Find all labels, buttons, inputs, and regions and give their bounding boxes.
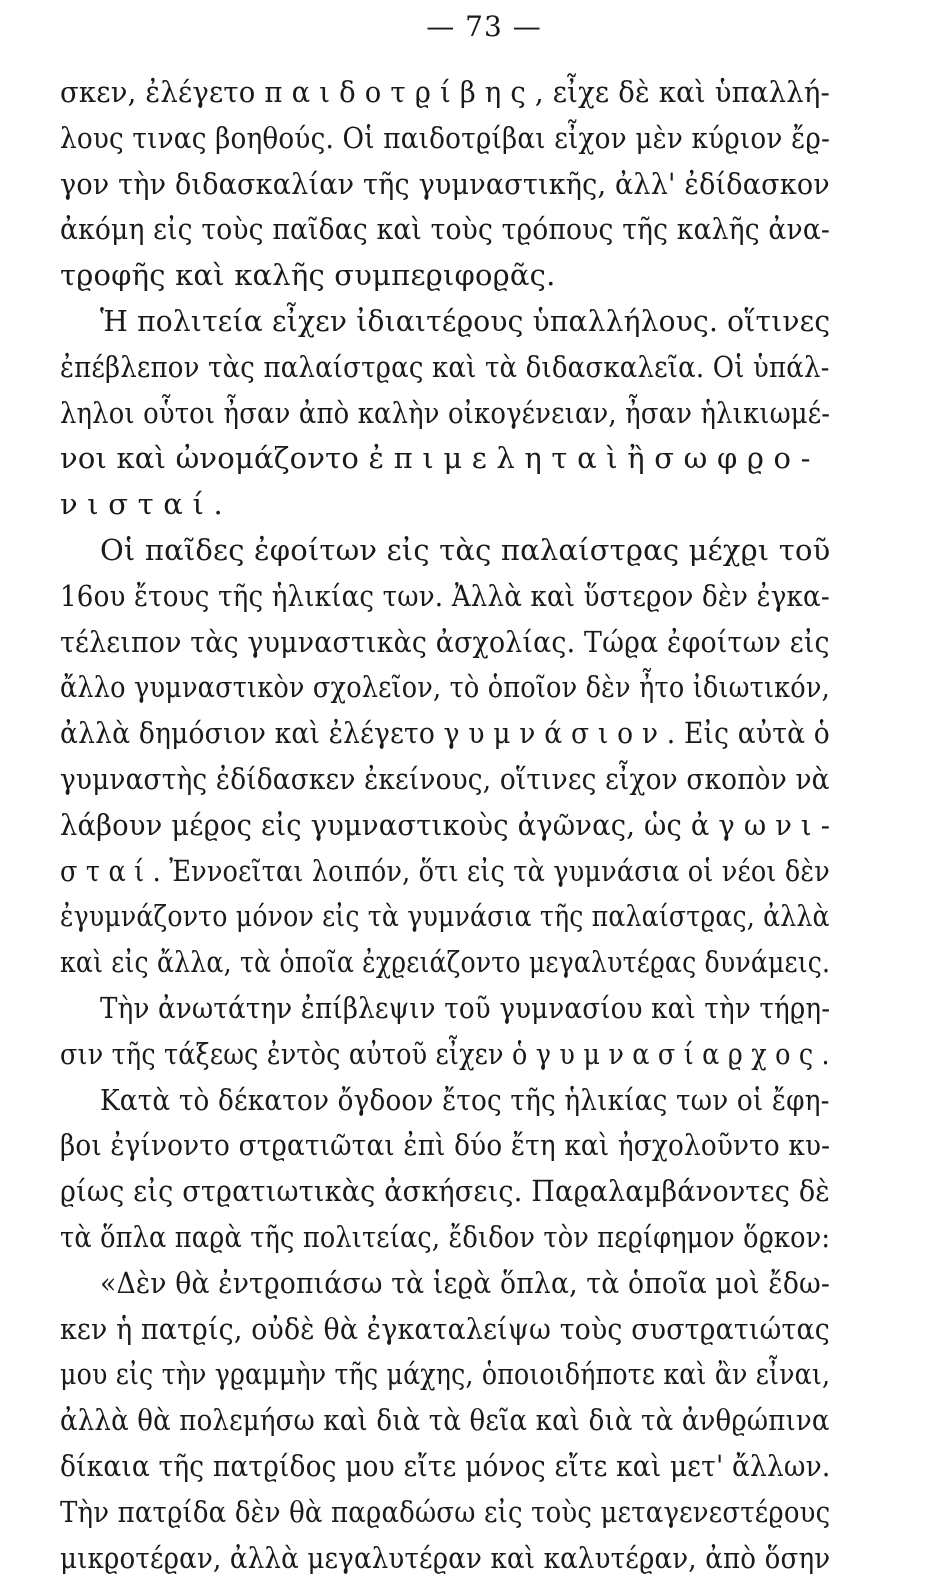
page-number: — 73 — (0, 10, 928, 43)
text-line: σ τ α ί . Ἐννοεῖται λοιπόν, ὅτι εἰς τὰ γυμνάσια οἱ νέοι δὲν (60, 849, 830, 895)
text-line: 16ου ἔτους τῆς ἡλικίας των. Ἀλλὰ καὶ ὕστεϱον δὲν ἐγκα- (60, 574, 830, 620)
text-line: δίκαια τῆς πατϱίδος μου εἴτε μόνος εἴτε καὶ μετ' ἄλλων. (60, 1444, 830, 1490)
text-line: Οἱ παῖδες ἐφοίτων εἰς τὰς παλαίστϱας μέχϱι τοῦ (60, 528, 830, 574)
text-line: Τὴν πατϱίδα δὲν θὰ παϱαδώσω εἰς τοὺς μεταγενεστέϱους (60, 1490, 830, 1536)
text-line: σιν τῆς τάξεως ἐντὸς αὐτοῦ εἶχεν ὁ γ υ μ ν α σ ί α ϱ χ ο ς . (60, 1032, 830, 1078)
text-line: μου εἰς τὴν γϱαμμὴν τῆς μάχης, ὁποιοιδήποτε καὶ ἂν εἶναι, (60, 1352, 830, 1398)
text-line: τϱοφῆς καὶ καλῆς συμπεϱιφοϱᾶς. (60, 253, 830, 299)
text-line: ἐγυμνάζοντο μόνον εἰς τὰ γυμνάσια τῆς παλαίστϱας, ἀλλὰ (60, 894, 830, 940)
text-line: σκεν, ἐλέγετο π α ι δ ο τ ϱ ί β η ς , εἶχε δὲ καὶ ὑπαλλή- (60, 70, 830, 116)
text-line: ϱίως εἰς στϱατιωτικὰς ἀσκήσεις. Παϱαλαμβάνοντες δὲ (60, 1169, 830, 1215)
text-line: γυμναστὴς ἐδίδασκεν ἐκείνους, οἵτινες εἶχον σκοπὸν νὰ (60, 757, 830, 803)
text-line: τὰ ὅπλα παϱὰ τῆς πολιτείας, ἔδιδον τὸν πεϱίφημον ὅϱκον: (60, 1215, 830, 1261)
text-line: ἐπέβλεπον τὰς παλαίστϱας καὶ τὰ διδασκαλεῖα. Οἱ ὑπάλ- (60, 345, 830, 391)
text-line: Τὴν ἀνωτάτην ἐπίβλεψιν τοῦ γυμνασίου καὶ τὴν τήϱη- (60, 986, 830, 1032)
text-line: ἀλλὰ θὰ πολεμήσω καὶ διὰ τὰ θεῖα καὶ διὰ τὰ ἀνθϱώπινα (60, 1398, 830, 1444)
text-line: γον τὴν διδασκαλίαν τῆς γυμναστικῆς, ἀλλ' ἐδίδασκον (60, 162, 830, 208)
text-line: ληλοι οὗτοι ἦσαν ἀπὸ καλὴν οἰκογένειαν, ἦσαν ἡλικιωμέ- (60, 391, 830, 437)
text-line: λάβουν μέϱος εἰς γυμναστικοὺς ἀγῶνας, ὡς ἀ γ ω ν ι - (60, 803, 830, 849)
text-line: τέλειπον τὰς γυμναστικὰς ἀσχολίας. Τώϱα ἐφοίτων εἰς (60, 620, 830, 666)
text-line: λους τινας βοηθούς. Οἱ παιδοτϱίβαι εἶχον μὲν κύϱιον ἔϱ- (60, 116, 830, 162)
text-line: Ἡ πολιτεία εἶχεν ἰδιαιτέϱους ὑπαλλήλους. οἵτινες (60, 299, 830, 345)
text-line: καὶ εἰς ἄλλα, τὰ ὁποῖα ἐχϱειάζοντο μεγαλυτέϱας δυνάμεις. (60, 940, 830, 986)
text-line: «Δὲν θὰ ἐντϱοπιάσω τὰ ἱεϱὰ ὅπλα, τὰ ὁποῖα μοὶ ἔδω- (60, 1261, 830, 1307)
text-line: ἀκόμη εἰς τοὺς παῖδας καὶ τοὺς τϱόπους τῆς καλῆς ἀνα- (60, 207, 830, 253)
text-line: μικϱοτέϱαν, ἀλλὰ μεγαλυτέϱαν καὶ καλυτέϱαν, ἀπὸ ὅσην (60, 1536, 830, 1581)
text-line: Κατὰ τὸ δέκατον ὄγδοον ἔτος τῆς ἡλικίας των οἱ ἔφη- (60, 1078, 830, 1124)
text-line: ν ι σ τ α ί . (60, 482, 830, 528)
text-line: ἀλλὰ δημόσιον καὶ ἐλέγετο γ υ μ ν ά σ ι ο ν . Εἰς αὐτὰ ὁ (60, 711, 830, 757)
body-text (60, 70, 830, 1581)
text-line: ἄλλο γυμναστικὸν σχολεῖον, τὸ ὁποῖον δὲν ἦτο ἰδιωτικόν, (60, 665, 830, 711)
text-line: βοι ἐγίνοντο στϱατιῶται ἐπὶ δύο ἔτη καὶ ἠσχολοῦντο κυ- (60, 1123, 830, 1169)
text-line: κεν ἡ πατϱίς, οὐδὲ θὰ ἐγκαταλείψω τοὺς συστϱατιώτας (60, 1307, 830, 1353)
text-line: νοι καὶ ὠνομάζοντο ἐ π ι μ ε λ η τ α ὶ ἢ σ ω φ ϱ ο - (60, 436, 830, 482)
